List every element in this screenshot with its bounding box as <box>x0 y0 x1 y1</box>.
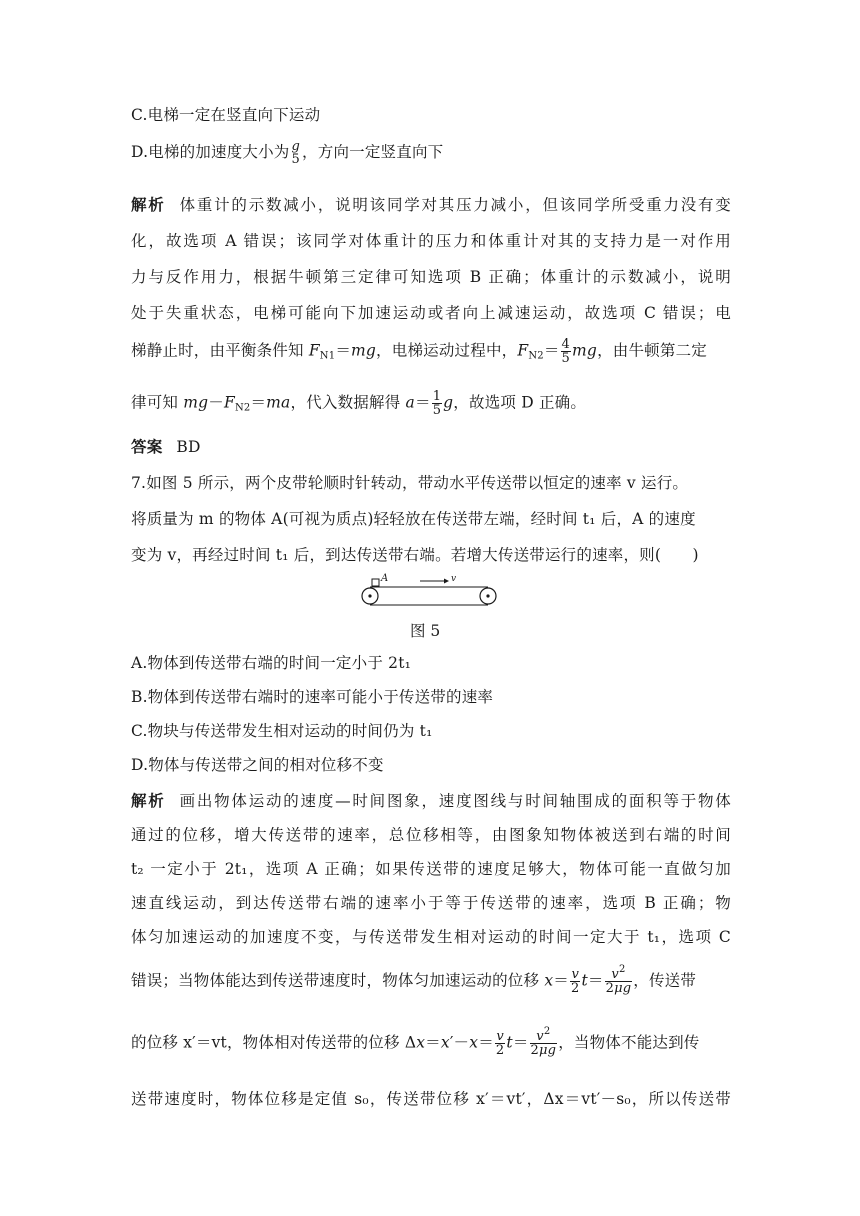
fraction-v2-over-2mug: $\frac{v^2}{2\mu g}$ <box>605 964 632 996</box>
block-a <box>372 579 379 586</box>
q7-stem-line-2: 将质量为 m 的物体 A(可视为质点)轻轻放在传送带左端，经时间 t₁ 后，A 的速度 <box>131 510 696 528</box>
q7-option-c: C.物块与传送带发生相对运动的时间仍为 t₁ <box>131 722 433 740</box>
q7-option-a: A.物体到传送带右端的时间一定小于 2t₁ <box>131 654 412 672</box>
q6-analysis-line-4: 处于失重状态，电梯可能向下加速运动或者向上减速运动，故选项 C 错误；电 <box>131 304 731 322</box>
q7-stem-line-1: 7.如图 5 所示，两个皮带轮顺时针转动，带动水平传送带以恒定的速率 v 运行。 <box>131 474 689 492</box>
q7-analysis-line-6: 错误；当物体能达到传送带速度时，物体匀加速运动的位移 x＝ $\frac{v}{2}$ t＝ $\frac{v^2}{2\mu g}$ ，传送带 <box>131 964 697 996</box>
q7-analysis-line-7: 的位移 x′＝vt，物体相对传送带的位移 Δx＝x′－x＝ $\frac{v}{2}$ t＝ $\frac{v^2}{2\mu g}$ ，当物体不能达到传 <box>131 1026 700 1058</box>
label-v: v <box>451 574 457 584</box>
left-pulley-axle <box>368 594 371 597</box>
fraction-1-over-5: $\frac{1}{5}$ <box>432 389 442 418</box>
q6-analysis-line-3: 力与反作用力，根据牛顿第三定律可知选项 B 正确；体重计的示数减小，说明 <box>131 268 731 286</box>
q7-option-d: D.物体与传送带之间的相对位移不变 <box>131 756 384 774</box>
fraction-g-over-5: g 5 <box>291 139 301 167</box>
q7-analysis-line-2: 通过的位移，增大传送带的速率，总位移相等，由图象知物体被送到右端的时间 <box>131 826 731 844</box>
answer-value: BD <box>176 438 201 456</box>
arrow-head-icon <box>444 579 449 584</box>
q7-option-b: B.物体到传送带右端时的速率可能小于传送带的速率 <box>131 688 494 706</box>
q7-analysis-line-1: 解析 画出物体运动的速度—时间图象，速度图线与时间轴围成的面积等于物体 <box>131 792 732 810</box>
q6-analysis-line-1: 解析 体重计的示数减小，说明该同学对其压力减小，但该同学所受重力没有变 <box>131 196 732 214</box>
q6-analysis-line-2: 化，故选项 A 错误；该同学对体重计的压力和体重计对其的支持力是一对作用 <box>131 232 731 250</box>
right-pulley-axle <box>486 594 489 597</box>
q6-option-c: C.电梯一定在竖直向下运动 <box>131 106 321 124</box>
q7-analysis-line-4: 速直线运动，到达传送带右端的速率小于等于传送带的速率，选项 B 正确；物 <box>131 894 731 912</box>
conveyor-belt-figure <box>358 572 500 612</box>
q7-analysis-line-8: 送带速度时，物体位移是定值 s₀，传送带位移 x′＝vt′，Δx＝vt′－s₀，所以传送带 <box>131 1090 731 1108</box>
q6-analysis-line-5: 梯静止时，由平衡条件知 $F_{N1}=mg$，电梯运动过程中，$F_{N2}=$ $\frac{4}{5}$ mg，由牛顿第二定 <box>131 337 707 366</box>
label-a: A <box>381 573 389 584</box>
analysis-label: 解析 <box>131 792 166 810</box>
fraction-v-over-2-b: $\frac{v}{2}$ <box>495 1029 505 1058</box>
q6-option-d: D.电梯的加速度大小为 g 5 ，方向一定竖直向下 <box>131 139 444 167</box>
q7-stem-line-3: 变为 v，再经过时间 t₁ 后，到达传送带右端。若增大传送带运行的速率，则( ) <box>131 546 699 564</box>
q7-analysis-line-5: 体匀加速运动的加速度不变，与传送带发生相对运动的时间一定大于 t₁，选项 C <box>131 928 731 946</box>
fraction-4-over-5: $\frac{4}{5}$ <box>561 337 571 366</box>
q6-analysis-line-6: 律可知 $mg-F_{N2}=ma$，代入数据解得 a＝ $\frac{1}{5}$ g，故选项 D 正确。 <box>131 389 587 418</box>
answer-label: 答案 <box>131 438 163 456</box>
analysis-label: 解析 <box>131 196 166 214</box>
q7-analysis-line-3: t₂ 一定小于 2t₁，选项 A 正确；如果传送带的速度足够大，物体可能一直做匀加 <box>131 860 731 878</box>
fraction-v-over-2: $\frac{v}{2}$ <box>571 967 580 996</box>
figure-caption: 图 5 <box>410 622 441 640</box>
q6-answer <box>131 436 731 458</box>
fraction-v2-over-2mug-b: $\frac{v^2}{2\mu g}$ <box>530 1026 557 1058</box>
